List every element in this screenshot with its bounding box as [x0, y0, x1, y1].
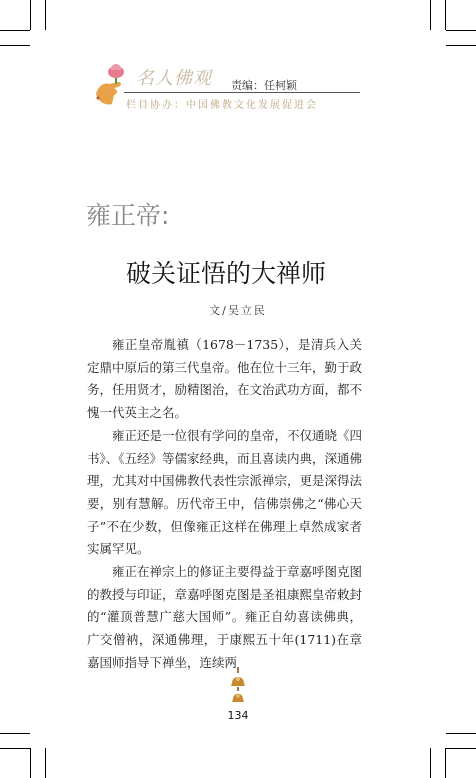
crop-mark — [446, 45, 476, 46]
article-body — [87, 334, 362, 675]
crop-mark — [30, 748, 31, 778]
paragraph: 雍正皇帝胤禛（1678－1735），是清兵入关定鼎中原后的第三代皇帝。他在位十三年，勤于政务，任用贤才，励精图治，在文治武功方面，都不愧一代英主之名。 — [87, 337, 363, 421]
crop-mark — [430, 0, 431, 30]
crop-mark — [446, 748, 476, 749]
crop-mark — [446, 30, 476, 31]
column-sponsor: 栏目协办：中国佛教文化发展促进会 — [126, 100, 318, 111]
paragraph: 雍正在禅宗上的修证主要得益于章嘉呼图克图的教授与印证，章嘉呼图克图是圣祖康熙皇帝敕封的“灌顶普慧广慈大国师”。雍正自幼喜读佛典，广交僧衲，深通佛理，于康熙五十年(1711)在章嘉国师指导下禅坐，连续两 — [87, 564, 363, 670]
article-title-line2: 破关证悟的大禅师 — [126, 259, 327, 288]
byline: 文/吴立民 — [209, 304, 267, 317]
crop-mark — [0, 733, 30, 734]
paragraph: 雍正还是一位很有学问的皇帝，不仅通晓《四书》、《五经》等儒家经典，而且喜读内典，深通佛理，尤其对中国佛教代表性宗派禅宗，更是深得法要，别有慧解。历代帝王中，信佛崇佛之“佛心天子”不在少数，但像雍正这样在佛理上卓然成家者实属罕见。 — [87, 427, 363, 557]
crop-mark — [446, 733, 476, 734]
header-rule — [124, 92, 360, 93]
crop-mark — [45, 748, 46, 778]
crop-mark — [445, 0, 446, 30]
crop-mark — [445, 748, 446, 778]
article-title-line1: 雍正帝: — [86, 201, 170, 230]
crop-mark — [0, 748, 30, 749]
crop-mark — [30, 0, 31, 30]
crop-mark — [45, 0, 46, 30]
bell-ornament-icon — [215, 665, 261, 707]
editor-credit: 责编：任柯颖 — [231, 79, 297, 92]
crop-mark — [0, 45, 30, 46]
page-number: 134 — [227, 709, 249, 722]
crop-mark — [430, 748, 431, 778]
section-title: 名人佛观 — [136, 68, 212, 89]
column-header — [88, 60, 378, 115]
crop-mark — [0, 30, 30, 31]
